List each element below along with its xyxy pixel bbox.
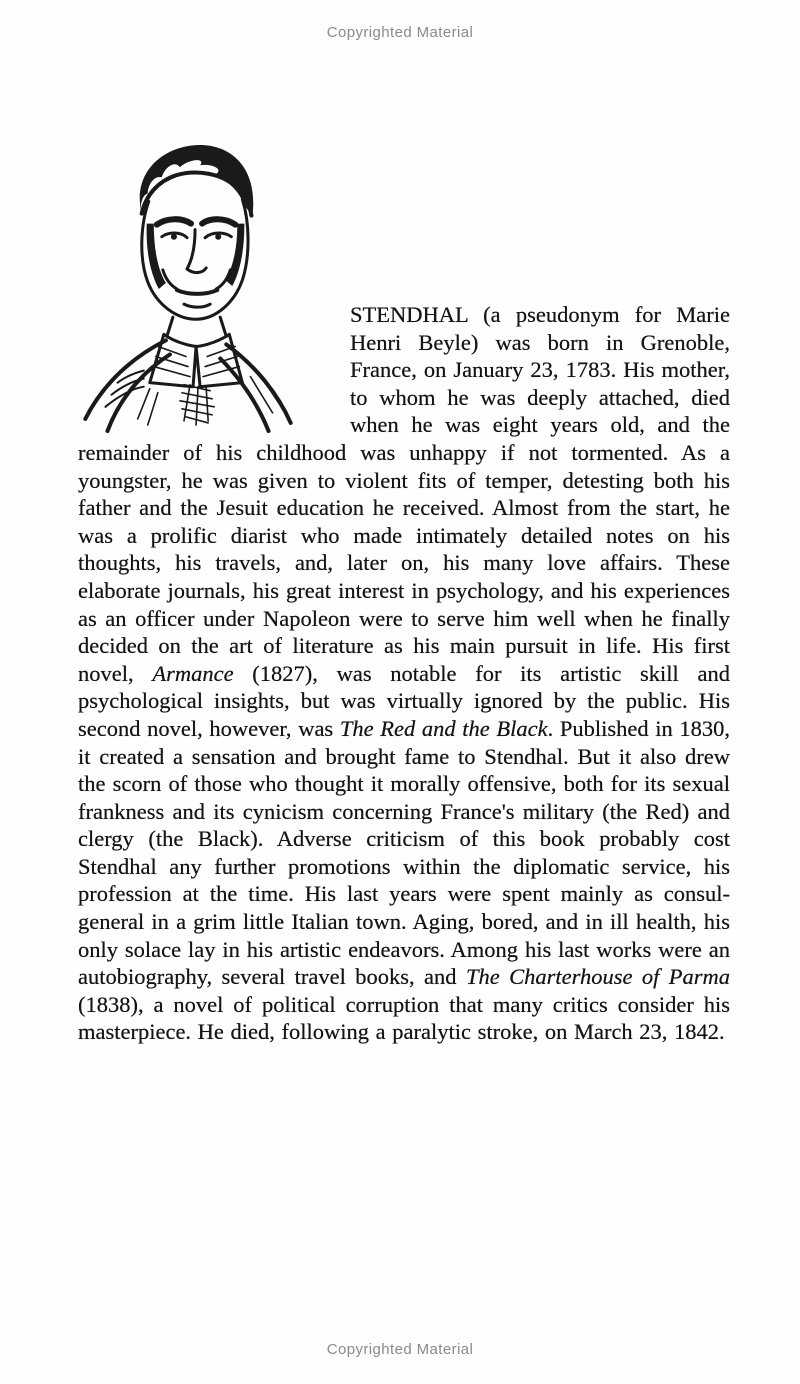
bio-segment: (1838), a novel of political corruption that many critics consider his masterpiece. He died, following a paralytic stroke, on March 23, 1842. xyxy=(78,991,730,1045)
bio-segment-title-armance: Armance xyxy=(152,660,234,686)
stendhal-portrait-icon xyxy=(40,131,332,433)
bio-segment-title-red-and-black: The Red and the Black xyxy=(339,715,548,741)
bio-segment-title-charterhouse: The Charterhouse of Parma xyxy=(465,964,731,990)
copyright-notice-bottom: Copyrighted Material xyxy=(326,1341,474,1358)
copyright-notice-top: Copyrighted Material xyxy=(326,24,474,41)
portrait-figure xyxy=(78,301,350,433)
bio-segment: (1827), was notable for its artistic skill and psychological insights, but was virtually ignored by the public. His second novel, however, was xyxy=(78,660,730,741)
bio-segment: . Published in 1830, it created a sensation and brought fame to Stendhal. But it also drew the scorn of those who thought it morally offensive, both for its sexual frankness and its cynicism concerning France's military (the Red) and clergy (the Black). Adverse criticism of this book probably cost Stendhal any further promotions within the diplomatic service, his profession at the time. His last years were spent mainly as consul-general in a grim little Italian town. Aging, bored, and in ill health, his only solace lay in his artistic endeavors. Among his last works were an autobiography, several travel books, and xyxy=(78,715,731,990)
biography-text-block xyxy=(78,301,730,1046)
bio-segment: STENDHAL (a pseudonym for Marie Henri Beyle) was born in Grenoble, France, on January 23, 1783. His mother, to whom he was deeply attached, died when he was eight years old, and the remainder of his childhood was unhappy if not tormented. As a youngster, he was given to violent fits of temper, detesting both his father and the Jesuit education he received. Almost from the start, he was a prolific diarist who made intimately detailed notes on his thoughts, his travels, and, later on, his many love affairs. These elaborate journals, his great interest in psychology, and his experiences as an officer under Napoleon were to serve him well when he finally decided on the art of literature as his main pursuit in life. His first novel, xyxy=(78,302,730,686)
